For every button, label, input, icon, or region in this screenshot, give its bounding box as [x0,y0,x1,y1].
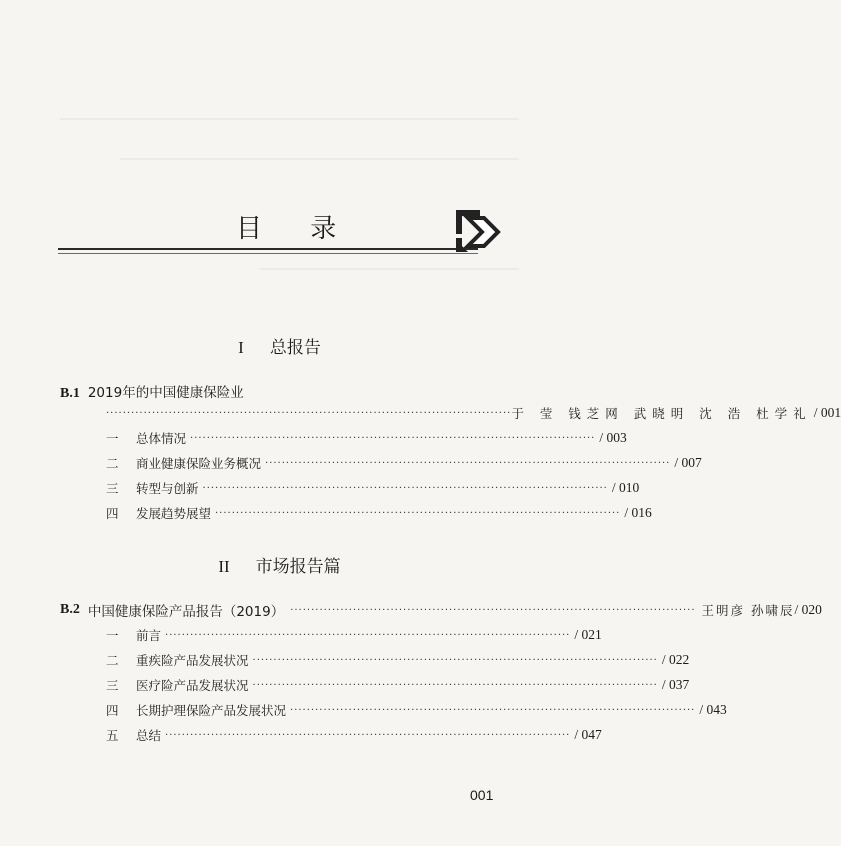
report-title: 中国健康保险产品报告（2019） [87,604,285,620]
leader-dots: ································································································· [252,654,658,666]
item-index: 四 [106,506,119,521]
item-index: 四 [106,703,119,718]
section-heading-2 [0,552,559,577]
item-index: 一 [106,628,119,643]
report-entry-b2[interactable] [60,600,822,620]
bleed-through-line [120,158,519,160]
leader-dots: ································································································· [290,704,696,716]
item-label: 前言 [136,628,162,643]
item-page: / 016 [624,505,652,520]
toc-item[interactable] [106,651,690,669]
leader-dots: ································································································· [106,407,512,419]
report-page: / 001 [813,405,841,420]
leader-dots: ································································································· [165,629,571,641]
toc-item[interactable] [106,479,640,497]
report-page: / 020 [794,602,822,617]
bleed-through-line [260,268,519,270]
toc-item[interactable] [106,676,690,694]
leader-dots: ································································································· [165,729,571,741]
item-label: 商业健康保险业务概况 [136,456,262,471]
leader-dots: ································································································· [190,432,596,444]
item-index: 二 [106,456,119,471]
leader-dots: ································································································· [265,457,671,469]
item-label: 总结 [136,728,162,743]
leader-dots: ································································································· [215,507,621,519]
page-number: 001 [470,787,494,803]
item-label: 重疾险产品发展状况 [136,653,249,668]
section-heading-1 [0,333,559,358]
title-rule-thin [58,253,478,254]
section-numeral: I [238,338,244,357]
item-page: / 007 [674,455,702,470]
item-label: 转型与创新 [136,481,199,496]
section-numeral: II [218,557,230,576]
item-page: / 047 [574,727,602,742]
toc-item[interactable] [106,429,627,447]
report-authors: 王明彦 孙啸辰 [701,603,795,618]
item-page: / 003 [599,430,627,445]
bleed-through-line [60,118,519,120]
page-title: 目 录 [236,214,357,244]
section-name: 总报告 [269,338,321,358]
toc-item[interactable] [106,504,652,522]
item-page: / 043 [699,702,727,717]
item-page: / 022 [661,652,690,667]
report-title: 2019年的中国健康保险业 [87,385,244,401]
item-page: / 037 [661,677,690,692]
leader-dots: ································································································· [202,482,608,494]
item-page: / 010 [611,480,640,495]
title-rule [58,248,478,250]
section-name: 市场报告篇 [255,557,341,577]
item-index: 一 [106,431,119,446]
item-label: 发展趋势展望 [136,506,212,521]
report-authors-row [106,404,841,422]
toc-item[interactable] [106,454,702,472]
report-code: B.1 [60,386,80,401]
item-index: 五 [106,728,119,743]
report-authors: 于 莹 钱芝网 武晓明 沈 浩 杜学礼 [511,406,812,421]
item-index: 三 [106,678,119,693]
leader-dots: ································································································· [252,679,658,691]
toc-item[interactable] [106,626,602,644]
item-label: 医疗险产品发展状况 [136,678,249,693]
item-label: 长期护理保险产品发展状况 [136,703,287,718]
leader-dots: ································································································· [290,604,696,616]
toc-header [58,208,498,258]
publisher-mark-icon [454,208,504,254]
toc-item[interactable] [106,701,727,719]
toc-item[interactable] [106,726,602,744]
report-code: B.2 [60,602,80,617]
item-page: / 021 [574,627,602,642]
report-entry-b1[interactable] [60,381,244,402]
item-index: 二 [106,653,119,668]
item-label: 总体情况 [136,431,187,446]
item-index: 三 [106,481,119,496]
